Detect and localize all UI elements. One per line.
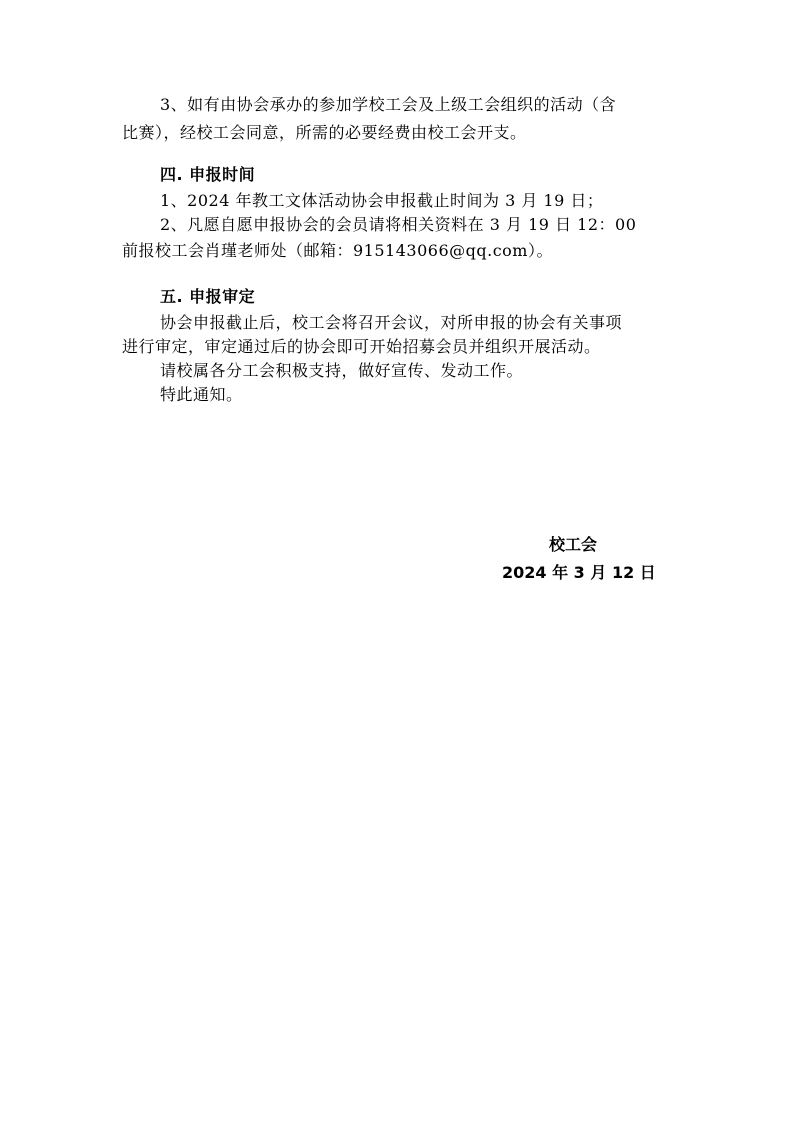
- section5-heading: 五. 申报审定: [160, 287, 256, 306]
- section3-item-line2: 比赛），经校工会同意，所需的必要经费由校工会开支。: [122, 123, 527, 142]
- section5-para1-line1: 协会申报截止后，校工会将召开会议，对所申报的协会有关事项: [160, 313, 623, 332]
- section5-para2: 请校属各分工会积极支持，做好宣传、发动工作。: [160, 361, 524, 380]
- signature-org: 校工会: [549, 535, 598, 554]
- section5-para1-line2: 进行审定，审定通过后的协会即可开始招募会员并组织开展活动。: [122, 337, 601, 356]
- section4-item2-line2: 前报校工会肖瑾老师处（邮箱：915143066@qq.com）。: [122, 241, 553, 260]
- signature-date: 2024 年 3 月 12 日: [502, 563, 656, 582]
- section4-item1: 1、2024 年教工文体活动协会申报截止时间为 3 月 19 日；: [160, 191, 604, 210]
- section5-para3: 特此通知。: [160, 385, 243, 404]
- section4-heading: 四. 申报时间: [160, 165, 256, 184]
- section3-item-line1: 3、如有由协会承办的参加学校工会及上级工会组织的活动（含: [160, 95, 617, 114]
- section4-item2-line1: 2、凡愿自愿申报协会的会员请将相关资料在 3 月 19 日 12：00: [160, 215, 637, 234]
